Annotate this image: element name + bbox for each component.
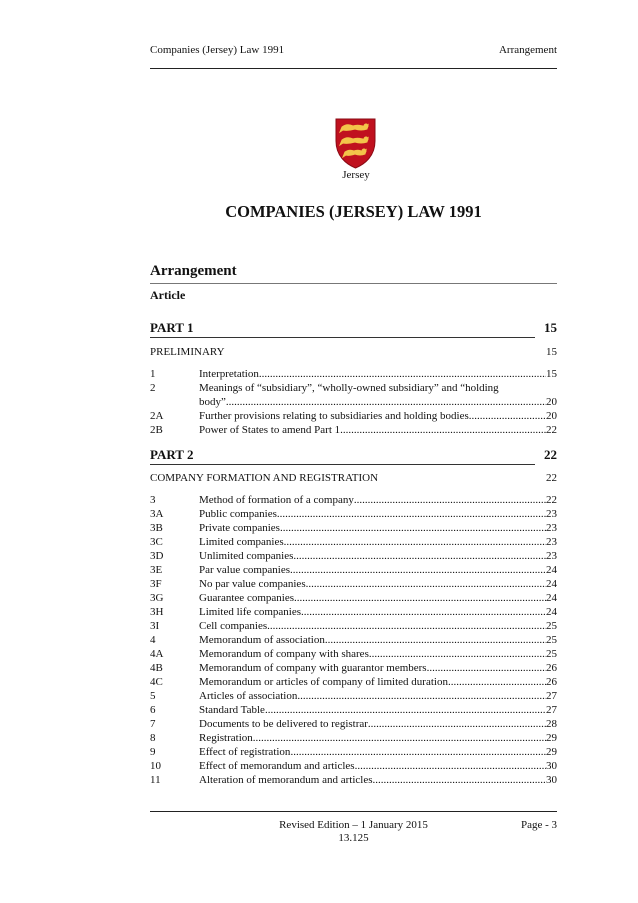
dot-leader <box>259 367 546 381</box>
entry-page: 23 <box>546 550 557 562</box>
entry-number: 8 <box>150 732 156 744</box>
entry-page: 24 <box>546 606 557 618</box>
entry-number: 4 <box>150 634 156 646</box>
dot-leader <box>369 647 546 661</box>
entry-title: Documents to be delivered to registrar <box>199 718 368 730</box>
entry-number: 2A <box>150 410 164 422</box>
toc-entry[interactable] <box>150 675 557 689</box>
entry-page: 20 <box>546 410 557 422</box>
entry-number: 3D <box>150 550 164 562</box>
footer-edition <box>150 819 557 845</box>
part-2-heading[interactable] <box>150 447 557 465</box>
entry-page: 27 <box>546 690 557 702</box>
entry-title: Unlimited companies <box>199 550 294 562</box>
entry-number: 5 <box>150 690 156 702</box>
toc-entry[interactable] <box>150 367 557 381</box>
entry-number: 11 <box>150 774 161 786</box>
toc-entry[interactable] <box>150 619 557 633</box>
entry-title: Standard Table <box>199 704 265 716</box>
entry-page: 24 <box>546 564 557 576</box>
toc-entry[interactable] <box>150 605 557 619</box>
dot-leader <box>265 703 546 717</box>
entry-page: 20 <box>546 396 557 408</box>
dot-leader <box>448 675 546 689</box>
dot-leader <box>277 507 546 521</box>
section-label: PRELIMINARY <box>150 346 225 358</box>
entry-title: Meanings of “subsidiary”, “wholly-owned subsidiary” and “holding <box>199 382 499 394</box>
dot-leader <box>297 689 546 703</box>
entry-title: No par value companies <box>199 578 306 590</box>
dot-leader <box>290 745 546 759</box>
toc-entry[interactable] <box>150 717 557 731</box>
arrangement-heading: Arrangement <box>150 263 557 284</box>
entry-number: 2B <box>150 424 163 436</box>
section-label: COMPANY FORMATION AND REGISTRATION <box>150 472 379 484</box>
entry-page: 25 <box>546 620 557 632</box>
part-label: PART 2 <box>150 447 194 462</box>
toc-entry[interactable] <box>150 563 557 577</box>
toc-entry[interactable] <box>150 535 557 549</box>
toc-entry[interactable] <box>150 423 557 437</box>
entry-page: 22 <box>546 494 557 506</box>
entry-title: Alteration of memorandum and articles <box>199 774 373 786</box>
header-section: Arrangement <box>498 44 557 56</box>
entry-title: Cell companies <box>199 620 268 632</box>
part-page: 22 <box>544 447 557 462</box>
part-rule <box>150 464 535 465</box>
crest-caption: Jersey <box>342 169 370 181</box>
entry-page: 23 <box>546 522 557 534</box>
section-page: 22 <box>546 472 557 484</box>
dot-leader <box>226 395 546 409</box>
entry-page: 23 <box>546 536 557 548</box>
dot-leader <box>354 493 546 507</box>
part-label: PART 1 <box>150 320 194 335</box>
dot-leader <box>301 605 546 619</box>
entry-number: 3 <box>150 494 156 506</box>
entry-title: Par value companies <box>199 564 291 576</box>
entry-number: 3I <box>150 620 160 632</box>
jersey-coat-of-arms-icon <box>333 117 378 169</box>
article-column-label: Article <box>150 288 186 302</box>
entry-page: 15 <box>546 368 557 380</box>
entry-number: 3C <box>150 536 163 548</box>
entry-title: Registration <box>199 732 253 744</box>
entry-number: 4A <box>150 648 164 660</box>
entry-title-continued: body” <box>199 396 226 408</box>
dot-leader <box>253 731 546 745</box>
dot-leader <box>294 591 546 605</box>
entry-number: 1 <box>150 368 156 380</box>
entry-number: 3G <box>150 592 164 604</box>
entry-page: 29 <box>546 746 557 758</box>
toc-entry[interactable] <box>150 493 557 507</box>
entry-page: 27 <box>546 704 557 716</box>
entry-page: 25 <box>546 648 557 660</box>
entry-page: 25 <box>546 634 557 646</box>
toc-entry[interactable] <box>150 507 557 521</box>
toc-entry[interactable] <box>150 661 557 675</box>
entry-number: 7 <box>150 718 156 730</box>
entry-title: Public companies <box>199 508 277 520</box>
entry-title: Memorandum or articles of company of limited duration <box>199 676 448 688</box>
entry-title: Interpretation <box>199 368 259 380</box>
page-footer <box>150 811 557 844</box>
entry-title: Further provisions relating to subsidiaries and holding bodies <box>199 410 469 422</box>
dot-leader <box>290 563 546 577</box>
toc-entry[interactable] <box>150 381 557 395</box>
entry-number: 6 <box>150 704 156 716</box>
running-header <box>150 44 557 69</box>
entry-number: 3B <box>150 522 163 534</box>
dot-leader <box>293 549 546 563</box>
dot-leader <box>325 633 546 647</box>
toc-entry[interactable] <box>150 731 557 745</box>
dot-leader <box>368 717 546 731</box>
entry-number: 3F <box>150 578 162 590</box>
entry-number: 10 <box>150 760 161 772</box>
entry-page: 30 <box>546 774 557 786</box>
entry-number: 4B <box>150 662 163 674</box>
toc-entry[interactable] <box>150 549 557 563</box>
toc-entry[interactable] <box>150 577 557 591</box>
entry-number: 3H <box>150 606 164 618</box>
toc-entry[interactable] <box>150 409 557 423</box>
section-page: 15 <box>546 346 557 358</box>
header-law-title: Companies (Jersey) Law 1991 <box>150 44 285 56</box>
dot-leader <box>427 661 546 675</box>
entry-number: 9 <box>150 746 156 758</box>
entry-title: Memorandum of company with shares <box>199 648 369 660</box>
entry-page: 26 <box>546 676 557 688</box>
toc-entry[interactable] <box>150 633 557 647</box>
toc-entry[interactable] <box>150 521 557 535</box>
document-title: COMPANIES (JERSEY) LAW 1991 <box>225 202 482 221</box>
entry-title: Effect of registration <box>199 746 291 758</box>
part-page: 15 <box>544 320 557 335</box>
toc-entry[interactable] <box>150 591 557 605</box>
entry-title: Limited life companies <box>199 606 302 618</box>
toc-entry[interactable] <box>150 745 557 759</box>
entry-page: 24 <box>546 578 557 590</box>
toc-entry[interactable] <box>150 689 557 703</box>
entry-title: Memorandum of company with guarantor members <box>199 662 427 674</box>
footer-edition-code: 13.125 <box>338 832 369 844</box>
entry-page: 24 <box>546 592 557 604</box>
toc-entry[interactable] <box>150 773 557 787</box>
toc-entry-continued[interactable] <box>150 395 557 409</box>
entry-title: Method of formation of a company <box>199 494 354 506</box>
entry-page: 22 <box>546 424 557 436</box>
entry-title: Guarantee companies <box>199 592 294 604</box>
entry-page: 23 <box>546 508 557 520</box>
entry-title: Power of States to amend Part 1 <box>199 424 341 436</box>
part-rule <box>150 337 535 338</box>
entry-page: 29 <box>546 732 557 744</box>
dot-leader <box>373 773 547 787</box>
entry-title: Memorandum of association <box>199 634 325 646</box>
entry-page: 30 <box>546 760 557 772</box>
dot-leader <box>280 521 546 535</box>
entry-title: Private companies <box>199 522 280 534</box>
footer-edition-date: Revised Edition – 1 January 2015 <box>279 819 428 831</box>
dot-leader <box>340 423 546 437</box>
entry-number: 2 <box>150 382 156 394</box>
entry-page: 28 <box>546 718 557 730</box>
dot-leader <box>284 535 546 549</box>
dot-leader <box>355 759 546 773</box>
toc-entry[interactable] <box>150 647 557 661</box>
entry-number: 3E <box>150 564 163 576</box>
entry-number: 4C <box>150 676 163 688</box>
dot-leader <box>267 619 546 633</box>
dot-leader <box>306 577 546 591</box>
entry-number: 3A <box>150 508 164 520</box>
dot-leader <box>469 409 546 423</box>
entry-title: Articles of association <box>199 690 298 702</box>
entry-title: Effect of memorandum and articles <box>199 760 355 772</box>
toc-entry[interactable] <box>150 703 557 717</box>
part-1-heading[interactable] <box>150 320 557 338</box>
entry-page: 26 <box>546 662 557 674</box>
toc-entry[interactable] <box>150 759 557 773</box>
footer-page-number: Page - 3 <box>520 819 557 831</box>
entry-title: Limited companies <box>199 536 284 548</box>
